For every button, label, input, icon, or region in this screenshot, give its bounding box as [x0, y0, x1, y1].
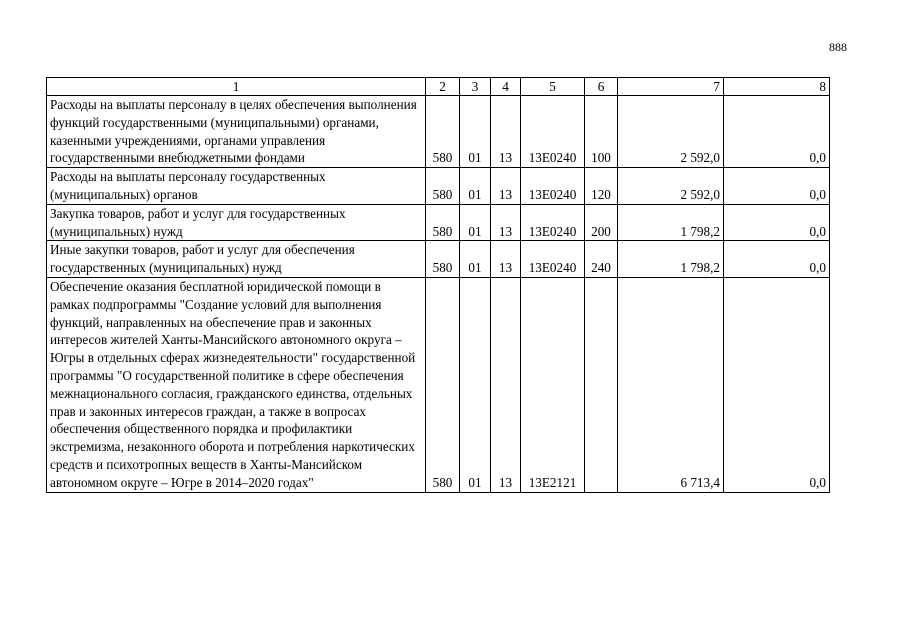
section-cell: 01	[460, 96, 491, 168]
page-number: 888	[829, 40, 847, 54]
section-cell: 01	[460, 204, 491, 241]
amount-cell: 0,0	[724, 241, 830, 278]
column-header: 6	[585, 78, 618, 96]
expense-type-cell: 240	[585, 241, 618, 278]
amount-cell: 1 798,2	[618, 241, 724, 278]
table-row	[47, 96, 830, 168]
column-header: 5	[521, 78, 585, 96]
ministry-code-cell: 580	[426, 204, 460, 241]
ministry-code-cell: 580	[426, 277, 460, 492]
table-row	[47, 168, 830, 205]
column-header: 7	[618, 78, 724, 96]
amount-cell: 2 592,0	[618, 168, 724, 205]
amount-cell: 0,0	[724, 96, 830, 168]
section-cell: 01	[460, 241, 491, 278]
expense-name-cell: Иные закупки товаров, работ и услуг для обеспечения государственных (муниципальных) нужд	[47, 241, 426, 278]
column-header: 1	[47, 78, 426, 96]
column-header: 2	[426, 78, 460, 96]
amount-cell: 6 713,4	[618, 277, 724, 492]
section-cell: 01	[460, 277, 491, 492]
target-article-cell: 13Е0240	[521, 204, 585, 241]
target-article-cell: 13Е0240	[521, 241, 585, 278]
amount-cell: 1 798,2	[618, 204, 724, 241]
ministry-code-cell: 580	[426, 168, 460, 205]
subsection-cell: 13	[491, 241, 521, 278]
expense-name-cell: Обеспечение оказания бесплатной юридической помощи в рамках подпрограммы "Создание условий для выполнения функций, направленных на обеспечение прав и законных интересов жителей Ханты-Мансийского автономного округа – Югры в отдельных сферах жизнедеятельности" государственной программы "О государственной политике в сфере обеспечения межнационального согласия, гражданского единства, отдельных прав и законных интересов граждан, а также в вопросах обеспечения общественного порядка и профилактики экстремизма, незаконного оборота и потребления наркотических средств и психотропных веществ в Ханты-Мансийском автономном округе – Югре в 2014–2020 годах"	[47, 277, 426, 492]
subsection-cell: 13	[491, 204, 521, 241]
expense-type-cell: 100	[585, 96, 618, 168]
table-header-row	[47, 78, 830, 96]
subsection-cell: 13	[491, 277, 521, 492]
budget-table	[46, 77, 830, 493]
subsection-cell: 13	[491, 96, 521, 168]
table-row	[47, 277, 830, 492]
ministry-code-cell: 580	[426, 241, 460, 278]
expense-name-cell: Закупка товаров, работ и услуг для государственных (муниципальных) нужд	[47, 204, 426, 241]
table-row	[47, 204, 830, 241]
ministry-code-cell: 580	[426, 96, 460, 168]
target-article-cell: 13Е0240	[521, 168, 585, 205]
column-header: 8	[724, 78, 830, 96]
subsection-cell: 13	[491, 168, 521, 205]
amount-cell: 0,0	[724, 204, 830, 241]
table-row	[47, 241, 830, 278]
target-article-cell: 13Е2121	[521, 277, 585, 492]
section-cell: 01	[460, 168, 491, 205]
expense-type-cell	[585, 277, 618, 492]
column-header: 4	[491, 78, 521, 96]
expense-name-cell: Расходы на выплаты персоналу государственных (муниципальных) органов	[47, 168, 426, 205]
amount-cell: 2 592,0	[618, 96, 724, 168]
column-header: 3	[460, 78, 491, 96]
amount-cell: 0,0	[724, 168, 830, 205]
target-article-cell: 13Е0240	[521, 96, 585, 168]
expense-type-cell: 120	[585, 168, 618, 205]
expense-name-cell: Расходы на выплаты персоналу в целях обеспечения выполнения функций государственными (муниципальными) органами, казенными учреждениями, органами управления государственными внебюджетными фондами	[47, 96, 426, 168]
expense-type-cell: 200	[585, 204, 618, 241]
amount-cell: 0,0	[724, 277, 830, 492]
